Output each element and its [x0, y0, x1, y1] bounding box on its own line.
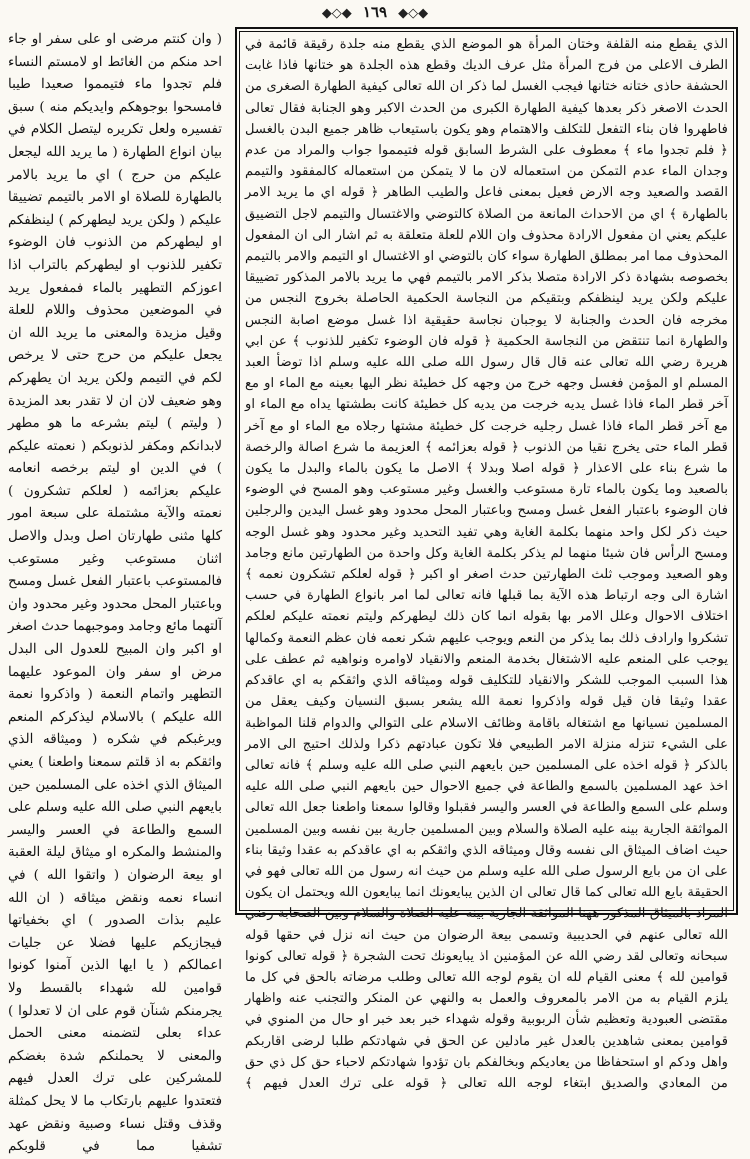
- margin-tafsir-text: ( وان كنتم مرضى او على سفر او جاء احد منكم من الغائط او لامستم النساء فلم تجدوا ماء فتيمموا صعيدا طيبا فامسحوا بوجوهكم وايديكم منه ) سبق تفسيره ولعل تكريره ليتصل الكلام في بيان انواع الطهارة ( ما يريد الله ليجعل عليكم من حرج ) اي ما يريد بالامر بالطهارة للصلاة او الامر بالتيمم تضييقا عليكم ( ولكن يريد ليطهركم ) لينظفكم او ليطهركم من الذنوب فان الوضوء تكفير للذنوب او ليطهركم بالتراب اذا اعوزكم التطهير بالماء فمفعول يريد في الموضعين محذوف واللام للعلة وقيل مزيدة والمعنى ما يريد الله ان يجعل عليكم من حرج حتى لا يرخص لكم في التيمم ولكن يريد ان يطهركم وهو ضعيف لان ان لا تقدر بعد المزيدة ( وليتم ) ليتم بشرعه ما هو مطهر لابدانكم ومكفر لذنوبكم ( نعمته عليكم ) في الدين او ليتم برخصه انعامه عليكم بعزائمه ( لعلكم تشكرون ) نعمته والآية مشتملة على سبعة امور كلها مثنى طهارتان اصل وبدل والاصل اثنان مستوعب وغير مستوعب فالمستوعب باعتبار الفعل غسل ومسح وباعتبار المحل محدود وغير محدود وان آلتهما مائع وجامد وموجبهما حدث اصغر او اكبر وان المبيح للعدول الى البدل مرض او سفر وان الموعود عليهما التطهير واتمام النعمة ( واذكروا نعمة الله عليكم ) بالاسلام ليذكركم المنعم ويرغبكم في شكره ( وميثاقه الذي واثقكم به اذ قلتم سمعنا واطعنا ) يعني الميثاق الذي اخذه على المسلمين حين بايعهم النبي صلى الله عليه وسلم على السمع والطاعة في العسر واليسر والمنشط والمكره او ميثاق ليلة العقبة او بيعة الرضوان ( واتقوا الله ) في انساء نعمه ونقض ميثاقه ( ان الله عليم بذات الصدور ) اي بخفياتها فيجازيكم عليها فضلا عن جليات اعمالكم ( يا ايها الذين آمنوا كونوا قوامين لله شهداء بالقسط ولا يجرمنكم شنآن قوم على ان لا تعدلوا ) عداء بعلى لتضمنه معنى الحمل والمعنى لا يحملنكم شدة بغضكم للمشركين على ترك العدل فيهم فتعتدوا عليهم بارتكاب ما لا يحل كمثلة وقذف وقتل نساء وصبية ونقض عهد تشفيا مما في قلوبكم: [8, 32, 222, 1155]
- page-header: [0, 2, 750, 28]
- left-ornament: ◆◇◆: [321, 6, 352, 21]
- page-number: ١٦٩: [362, 3, 388, 21]
- right-ornament: ◆◇◆: [398, 6, 429, 21]
- main-commentary-frame: [235, 27, 738, 1091]
- main-commentary-text: الذي يقطع منه القلفة وختان المرأة هو الموضع الذي يقطع منه جلدة رقيقة قائمة في الطرف الاعلى من فرج المرأة مثل عرف الديك وقطع هذه الجلدة هو ختانها فاذا غابت الحشفة حاذى ختانه ختانها فيجب الغسل لما ذكر ان الله تعالى كيفية الطهارة الصغرى من الحدث الاصغر ذكر بعدها كيفية الطهارة الكبرى من الحدث الاكبر وهو الجنابة فقال تعالى فاطهروا فان بناء التفعل للتكلف والاهتمام وهو يكون باستيعاب ظاهر جميع البدن بالغسل ﴿ فلم تجدوا ماء ﴾ معطوف على الشرط السابق قوله فتيمموا جواب والمراد من عدم وجدان الماء عدم التمكن من استعماله لان ما لا يتمكن من استعماله كالمفقود والتيمم القصد والصعيد وجه الارض فعيل بمعنى فاعل والطيب الطاهر ﴿ قوله اي ما يريد الامر بالطهارة ﴾ اي من الاحداث المانعة من الصلاة كالتوضي والاغتسال والتيمم لاجل التضييق عليكم يعني ان مفعول الارادة محذوف وان اللام للعلة متعلقة به ثم اشار الى ان المفعول المحذوف مما امر بمطلق الطهارة سواء كان بالتوضي او الاغتسال او التيمم والامر بالتيمم بخصوصه بشهادة ذكر الارادة متصلا بذكر الامر بالتيمم فهي ما يريد بالامر المذكور تضييقا عليكم ولكن يريد لينظفكم وبتقيكم من النجاسة الحكمية الحاصلة بخروج النجس من مخرجه فان الحدث والجنابة لا يوجبان نجاسة حقيقية اذا غسل موضع اصابة النجس والطهارة انما تنتقض من النجاسة الحكمية ﴿ قوله فان الوضوء تكفير للذنوب ﴾ عن ابي هريرة رضي الله تعالى عنه قال قال رسول الله صلى الله عليه وسلم اذا توضأ العبد المسلم او المؤمن فغسل وجهه خرج من وجهه كل خطيئة نظر اليها بعينه مع الماء او مع آخر قطر الماء فاذا غسل يديه خرجت من يديه كل خطيئة كانت بطشتها يداه مع الماء او مع آخر قطر الماء فاذا غسل رجليه خرجت كل خطيئة مشتها رجلاه مع الماء او مع آخر قطر الماء حتى يخرج نقيا من الذنوب ﴿ قوله بعزائمه ﴾ العزيمة ما شرع اصالة والرخصة ما شرع بناء على الاعذار ﴿ قوله اصلا وبدلا ﴾ الاصل ما يكون بالماء والبدل ما يكون بالصعيد وما يكون بالماء تارة مستوعب والغسل وغير مستوعب وهو المسح في الوضوء فان الوضوء باعتبار الفعل غسل ومسح وباعتبار المحل محدود وهو غسل اليدين والرجلين حيث ذكر لكل واحد منهما بكلمة الغاية وهي تفيد التحديد وغير محدود وهو غسل الوجه ومسح الرأس فان شيئا منهما لم يذكر بكلمة الغاية وكل واحدة من الطهارتين مانع وجامد وهو الصعيد وموجب ثلث الطهارتين حدث اصغر او اكبر ﴿ قوله لعلكم تشكرون نعمه ﴾ اشارة الى وجه ارتباط هذه الآية بما قبلها فانه تعالى لما امر بانواع الطهارة في حسب اختلاف الاحوال وعلل الامر بها بقوله انما كان ذلك ليطهركم وليتم نعمته عليكم لعلكم تشكروا وارادف ذلك بما يذكر من النعم ويوجب عليهم شكر نعمه فان عظم النعمة وكمالها يوجب على المنعم عليه الاشتغال بخدمة المنعم والانقياد لاوامره ونواهيه ثم عطف على هذا السبب الموجب للشكر والانقياد للتكليف قوله وميثاقه الذي واثقكم به اي عاقدكم عقدا وثيقا فان قيل قوله واذكروا نعمة الله يشعر بسبق النسيان وكيف يعقل من المسلمين نسيانها مع اشتغاله باقامة وظائف الاسلام على التوالي والدوام قلنا المواظبة على الشيء تنزله منزلة الامر الطبيعي فلا تكون عبادتهم ذكرا ولذلك احتيج الى الامر بالذكر ﴿ قوله اخذه على المسلمين حين بايعهم النبي صلى الله عليه وسلم ﴾ فانه تعالى اخذ عهد المسلمين بالسمع والطاعة في جميع الاحوال حين بايعهم النبي صلى الله عليه وسلم على السمع والطاعة في العسر واليسر فقبلوا وقالوا سمعنا واطعنا جعل الله تعالى المواثقة الجارية بينه عليه الصلاة والسلام وبين المسلمين جارية بين نفسه وبين المسلمين حيث اضاف الميثاق الى نفسه وقال وميثاقه الذي واثقكم به اي عاقدكم به عقدا وثيقا بناء على ان من بايع الرسول صلى الله عليه وسلم من حيث انه رسول من الله تعالى فهو في الحقيقة بايع الله تعالى كما قال تعالى ان الذين يبايعونك انما يبايعون الله ويحتمل ان يكون المراد بالميثاق المذكور ههنا المواثقة الجارية بينه عليه الصلاة والسلام وبين الصحابة رضي الله تعالى عنهم في الحديبية وتسمى بيعة الرضوان من حيث انه نزل في حقها قوله سبحانه وتعالى لقد رضي الله عن المؤمنين اذ يبايعونك تحت الشجرة ﴿ قوله تعالى كونوا قوامين لله ﴾ معنى القيام لله ان يقوم لوجه الله تعالى وطلب مرضاته بالحق في كل ما يلزم القيام به من الامر بالمعروف والعمل به والنهي عن المنكر والتجنب عنه واظهار مقتضى العبودية وتعظيم شأن الربوبية وقوله شهداء خبر بعد خبر او حال من المنوي في قوامين بمعنى شاهدين بالعدل غير مادلين عن الحق في شهادتكم طلبا لرضى اقاربكم واهل ودكم او استحفاظا من يعاديكم وبخالفكم بان تؤدوا شهادتكم لاحباء حق كل ذي حق من المعادي والصديق ابتغاء لوجه الله تعالى ﴿ قوله على ترك العدل فيهم ﴾: [245, 37, 728, 1091]
- margin-text-column: [8, 27, 222, 1155]
